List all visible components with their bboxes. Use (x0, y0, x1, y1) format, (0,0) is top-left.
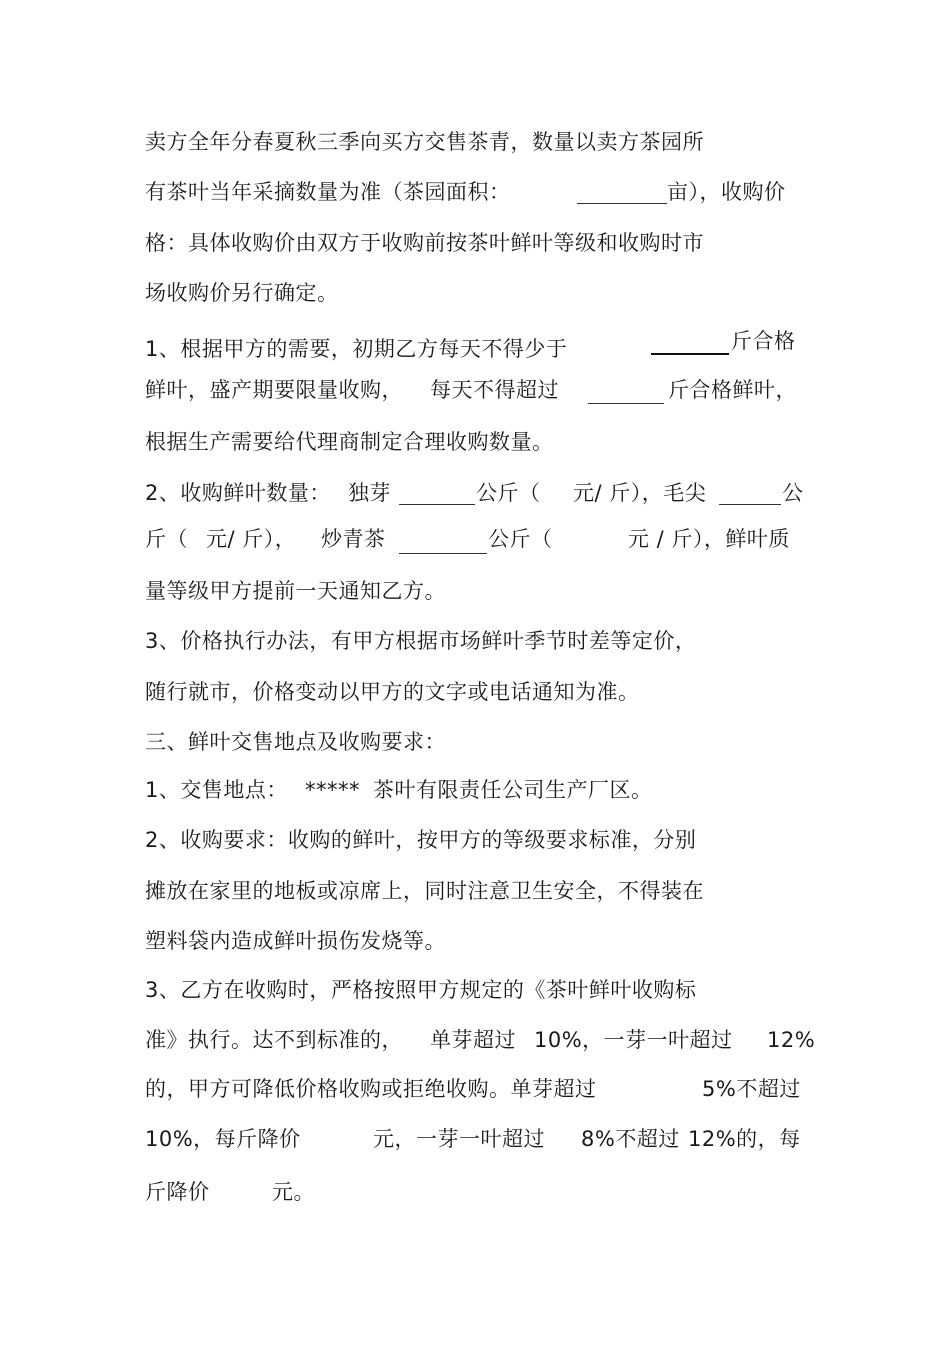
section3-item3-line-2 (145, 1025, 845, 1055)
section3-item2-line-2: 摊放在家里的地板或凉席上，同时注意卫生安全，不得装在 (145, 879, 704, 903)
section3-item3-line-2-text-a: 准》执行。达不到标准的， (145, 1028, 403, 1052)
item2-line-2-text-d: 公斤（ (488, 527, 553, 551)
item2-line-1-text-b: 独芽 (348, 481, 391, 505)
section3-item3-line-3-text-a: 的，甲方可降低价格收购或拒绝收购。单芽超过 (145, 1077, 597, 1101)
section-3-heading: 三、鲜叶交售地点及收购要求： (145, 730, 446, 754)
intro-line-2-text-a: 有茶叶当年采摘数量为准（茶园面积： (145, 180, 511, 204)
section3-item2-line-3: 塑料袋内造成鲜叶损伤发烧等。 (145, 929, 446, 953)
section3-item1-text-a: 1、交售地点： (145, 778, 288, 802)
item1-line-2-text-a: 鲜叶，盛产期要限量收购， (145, 378, 403, 402)
section3-item1-masked-name: ***** (305, 778, 360, 802)
section3-item3-line-1: 3、乙方在收购时，严格按照甲方规定的《茶叶鲜叶收购标 (145, 978, 697, 1002)
intro-line-4: 场收购价另行确定。 (145, 281, 339, 305)
section3-item3-line-2-text-d: 12% (767, 1028, 816, 1052)
maojian-qty-blank (719, 504, 781, 505)
item2-line-3: 量等级甲方提前一天通知乙方。 (145, 579, 446, 603)
item1-line-2 (145, 375, 845, 405)
section3-item3-line-2-text-b: 单芽超过 (430, 1028, 516, 1052)
item1-line-1-text-a: 1、根据甲方的需要，初期乙方每天不得少于 (145, 337, 568, 361)
item1-line-1 (145, 329, 845, 364)
intro-line-3: 格：具体收购价由双方于收购前按茶叶鲜叶等级和收购时市 (145, 231, 704, 255)
item3-line-2: 随行就市，价格变动以甲方的文字或电话通知为准。 (145, 680, 640, 704)
section3-item3-line-5-text-a: 斤降价 (145, 1180, 210, 1204)
section3-item3-line-5 (145, 1177, 845, 1207)
stir-fried-qty-blank (399, 553, 487, 554)
intro-line-2-text-b: 亩），收购价 (667, 180, 786, 204)
item1-line-2-text-b: 每天不得超过 (430, 378, 559, 402)
item2-line-2 (145, 524, 845, 554)
section3-item1-text-c: 茶叶有限责任公司生产厂区。 (373, 778, 653, 802)
item2-line-2-text-e: 元 / 斤），鲜叶质 (628, 527, 790, 551)
item1-line-2-text-c: 斤合格鲜叶， (668, 378, 797, 402)
garden-area-blank (577, 203, 667, 204)
section3-item1 (145, 775, 845, 805)
item2-line-2-text-c: 炒青茶 (321, 527, 386, 551)
item2-line-1-text-c: 公斤（ (476, 481, 541, 505)
section3-item3-line-3-text-b: 5%不超过 (702, 1077, 801, 1101)
section3-item3-line-4 (145, 1124, 845, 1154)
section3-item3-line-2-text-c: 10%，一芽一叶超过 (534, 1028, 733, 1052)
intro-line-1: 卖方全年分春夏秋三季向买方交售茶青，数量以卖方茶园所 (145, 130, 704, 154)
intro-line-2 (145, 177, 845, 207)
section3-item3-line-4-text-c: 8%不超过 (581, 1127, 680, 1151)
section3-item3-line-5-text-b: 元。 (272, 1180, 315, 1204)
section3-item2-line-1: 2、收购要求：收购的鲜叶，按甲方的等级要求标准，分别 (145, 828, 697, 852)
item2-line-1-text-d: 元/ 斤），毛尖 (573, 481, 707, 505)
section3-item3-line-4-text-b: 元，一芽一叶超过 (373, 1127, 545, 1151)
item2-line-1-text-e: 公 (782, 481, 804, 505)
item2-line-1-text-a: 2、收购鲜叶数量： (145, 481, 331, 505)
section3-item3-line-4-text-d: 12%的，每 (688, 1127, 801, 1151)
single-bud-qty-blank (399, 504, 475, 505)
item1-line-3: 根据生产需要给代理商制定合理收购数量。 (145, 430, 554, 454)
max-daily-blank (588, 403, 664, 404)
item2-line-1 (145, 478, 845, 508)
item2-line-2-text-b: 元/ 斤）， (206, 527, 297, 551)
min-daily-blank (651, 353, 729, 355)
item3-line-1: 3、价格执行办法，有甲方根据市场鲜叶季节时差等定价， (145, 629, 697, 653)
section3-item3-line-4-text-a: 10%，每斤降价 (145, 1127, 301, 1151)
item1-line-1-text-b: 斤合格 (731, 329, 796, 353)
section3-item3-line-3 (145, 1074, 845, 1104)
item2-line-2-text-a: 斤（ (145, 527, 188, 551)
